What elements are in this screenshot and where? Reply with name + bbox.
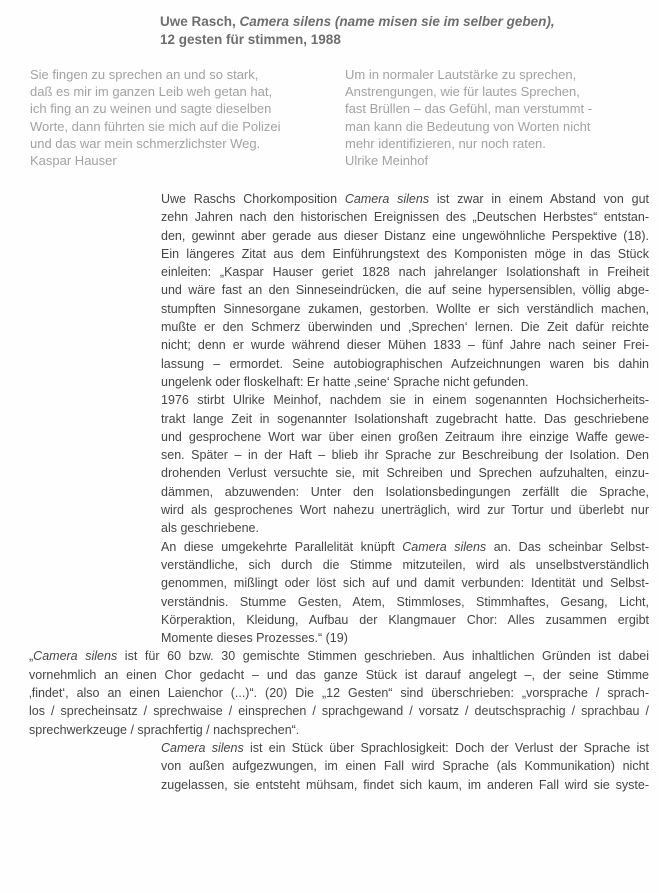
text-segment: als geschriebene. <box>161 521 259 536</box>
text-line <box>29 483 649 501</box>
text-segment: Körperaktion, Kleidung, Aufbau der Klangmauer Chor: Alles zusammen ergibt <box>161 612 649 627</box>
epigraph-line: Um in normaler Lautstärke zu sprechen, <box>345 67 577 82</box>
text-line <box>29 391 649 409</box>
text-segment: los / sprecheinsatz / sprechwaise / einsprechen / sprachgewand / vorsatz / deutschsprachig / sprachbau / <box>29 704 649 719</box>
epigraph-ulrike-meinhof <box>345 66 648 169</box>
text-line <box>29 355 649 373</box>
text-segment: Camera silens <box>33 649 118 664</box>
text-segment: sprechwerkzeuge / sprachfertig / nachsprechen“. <box>29 722 300 737</box>
text-segment: an. Das scheinbar Selbst- <box>486 539 650 554</box>
text-line <box>29 336 649 354</box>
text-line <box>29 446 649 464</box>
text-segment: den, gewinnt aber gerade aus dieser Distanz eine ungewöhnliche Perspektive (18). <box>161 228 649 243</box>
epigraph-line: Worte, dann führten sie mich auf die Polizei <box>30 118 281 134</box>
text-segment: trakt lange Zeit in sogenannter Isolationshaft zugebracht hatte. Das geschriebene <box>161 411 649 426</box>
text-segment: einleiten: „Kaspar Hauser geriet 1828 nach jahrelanger Isolationshaft in Freiheit <box>161 265 649 280</box>
paragraph-zwoelf-gesten <box>29 647 649 738</box>
text-line <box>29 776 649 794</box>
text-segment: An diese umgekehrte Parallelität knüpft <box>161 539 403 554</box>
text-segment: ‚findet‘, also an einen Laienchor (...)“. (20) Die „12 Gesten“ sind überschrieben: „vorsprache / sprach- <box>29 686 649 701</box>
text-segment: und wäre fast an den Sinneseindrücken, die auf seine hypersensiblen, völlig abge- <box>161 283 649 298</box>
text-segment: genommen, mißlingt oder löst sich auf und damit verbunden: Identität und Selbst- <box>161 576 649 591</box>
text-line <box>29 721 649 739</box>
paragraph-intro <box>29 190 649 391</box>
text-segment: von außen aufgezwungen, im einen Fall wird Sprache (als Kommunikation) nicht <box>161 759 649 774</box>
text-line <box>29 519 649 537</box>
text-line <box>29 739 649 757</box>
epigraph-line: ich fing an zu weinen und sagte dieselben <box>30 101 272 117</box>
text-segment: Momente dieses Prozesses.“ (19) <box>161 631 348 646</box>
epigraphs <box>30 66 648 169</box>
text-segment: ist ein Stück über Sprachlosigkeit: Doch der Verlust der Sprache ist <box>243 740 649 755</box>
title-line-1 <box>160 13 630 31</box>
text-line <box>29 538 649 556</box>
epigraph-line: und das war mein schmerzlichster Weg. <box>30 135 261 151</box>
text-segment: Camera silens (name misen sie im selber geben), <box>239 14 555 29</box>
paragraph-sprachlosigkeit <box>29 739 649 794</box>
title-line-2 <box>160 31 630 49</box>
paragraph-parallelitaet <box>29 538 649 648</box>
text-line <box>29 428 649 446</box>
text-line <box>29 208 649 226</box>
text-segment: und gesprochene Wort war über einen großen Zeitraum ihre einzige Waffe gewe- <box>161 429 649 444</box>
text-line <box>29 410 649 428</box>
text-segment: „ <box>29 649 34 664</box>
text-segment: sen. Später – in der Haft – blieb ihr Sprache zur Beschreibung der Isolation. Den <box>161 448 649 463</box>
text-line <box>29 373 649 391</box>
text-segment: drohenden Verlust versuchte sie, mit Schreiben und Sprechen aufzuhalten, einzu- <box>161 466 649 481</box>
text-line <box>29 281 649 299</box>
text-line <box>29 245 649 263</box>
text-line <box>29 574 649 592</box>
text-line <box>29 666 649 684</box>
text-segment: Ein längeres Zitat aus dem Einführungstext des Komponisten möge in das Stück <box>161 246 649 261</box>
text-segment: stumpften Sinnesorgane zukamen, gestorben. Wollte er sich verständlich machen, <box>161 301 649 316</box>
text-line <box>29 629 649 647</box>
epigraph-kaspar-hauser <box>30 66 345 169</box>
text-segment: zugelassen, sie entsteht mühsam, findet sich kaum, im anderen Fall wird sie syste- <box>161 777 649 792</box>
text-segment: ist für 60 bzw. 30 gemischte Stimmen geschrieben. Aus inhaltlichen Gründen ist dabei <box>117 649 649 664</box>
text-segment: Camera silens <box>402 539 487 554</box>
text-segment: verständliche, sich durch die Stimme mitzuteilen, wird als unselbstverständlich <box>161 557 649 572</box>
text-segment: zehn Jahren nach den historischen Ereignissen des „Deutschen Herbstes“ entstan- <box>161 210 649 225</box>
text-segment: vornehmlich an einen Chor gedacht – und das ganze Stück ist darauf angelegt –, der seine Stimme <box>29 667 649 682</box>
text-segment: Uwe Rasch, <box>160 14 240 29</box>
text-segment: 1976 stirbt Ulrike Meinhof, nachdem sie in einem sogenannten Hochsicherheits- <box>161 393 649 408</box>
text-line <box>29 464 649 482</box>
text-segment: dämmen, abzuwenden: Unter den Isolationsbedingungen zerfällt die Sprache, <box>161 484 649 499</box>
epigraph-line: Sie fingen zu sprechen an und so stark, <box>30 67 259 82</box>
text-line <box>29 318 649 336</box>
text-line <box>29 300 649 318</box>
text-line <box>29 757 649 775</box>
epigraph-line: fast Brüllen – das Gefühl, man verstummt - <box>345 101 593 117</box>
text-line <box>29 611 649 629</box>
text-segment: verständnis. Stumme Gesten, Atem, Stimmloses, Stimmhaftes, Gesang, Licht, <box>161 594 649 609</box>
text-line <box>29 501 649 519</box>
text-line <box>29 684 649 702</box>
work-title <box>160 13 630 48</box>
text-segment: Camera silens <box>344 192 430 206</box>
text-line <box>29 702 649 720</box>
text-segment: wird als gesprochenes Wort nahezu unerträglich, wird zur Tortur und überlebt nur <box>161 503 649 518</box>
text-segment: nicht; denn er wurde während dieser Mühen 1833 – fünf Jahre nach seiner Frei- <box>161 338 649 353</box>
text-segment: ungelenk oder floskelhaft: Er hatte ‚seine‘ Sprache nicht gefunden. <box>161 374 529 389</box>
body-text <box>29 190 649 794</box>
text-line <box>29 190 649 208</box>
epigraph-line: Anstrengungen, wie für lautes Sprechen, <box>345 84 580 100</box>
epigraph-line: Kaspar Hauser <box>30 153 117 169</box>
text-segment: Uwe Raschs Chorkomposition <box>161 192 345 206</box>
epigraph-line: mehr identifizieren, nur noch raten. <box>345 135 546 151</box>
text-segment: 12 gesten für stimmen, 1988 <box>160 31 341 47</box>
text-line <box>29 263 649 281</box>
text-line <box>29 227 649 245</box>
paragraph-meinhof <box>29 391 649 537</box>
epigraph-line: daß es mir im ganzen Leib weh getan hat, <box>30 84 273 100</box>
text-line <box>29 556 649 574</box>
text-line <box>29 647 649 665</box>
text-segment: lassung – ermordet. Seine autobiographischen Aufzeichnungen waren bis dahin <box>161 356 649 371</box>
epigraph-line: Ulrike Meinhof <box>345 153 429 169</box>
epigraph-line: man kann die Bedeutung von Worten nicht <box>345 118 591 134</box>
text-segment: Camera silens <box>161 740 244 755</box>
text-segment: ist zwar in einem Abstand von gut <box>429 192 650 206</box>
text-line <box>29 593 649 611</box>
text-segment: mußte er den Schmerz überwinden und ‚Sprechen‘ lernen. Die Zeit dafür reichte <box>161 320 649 335</box>
